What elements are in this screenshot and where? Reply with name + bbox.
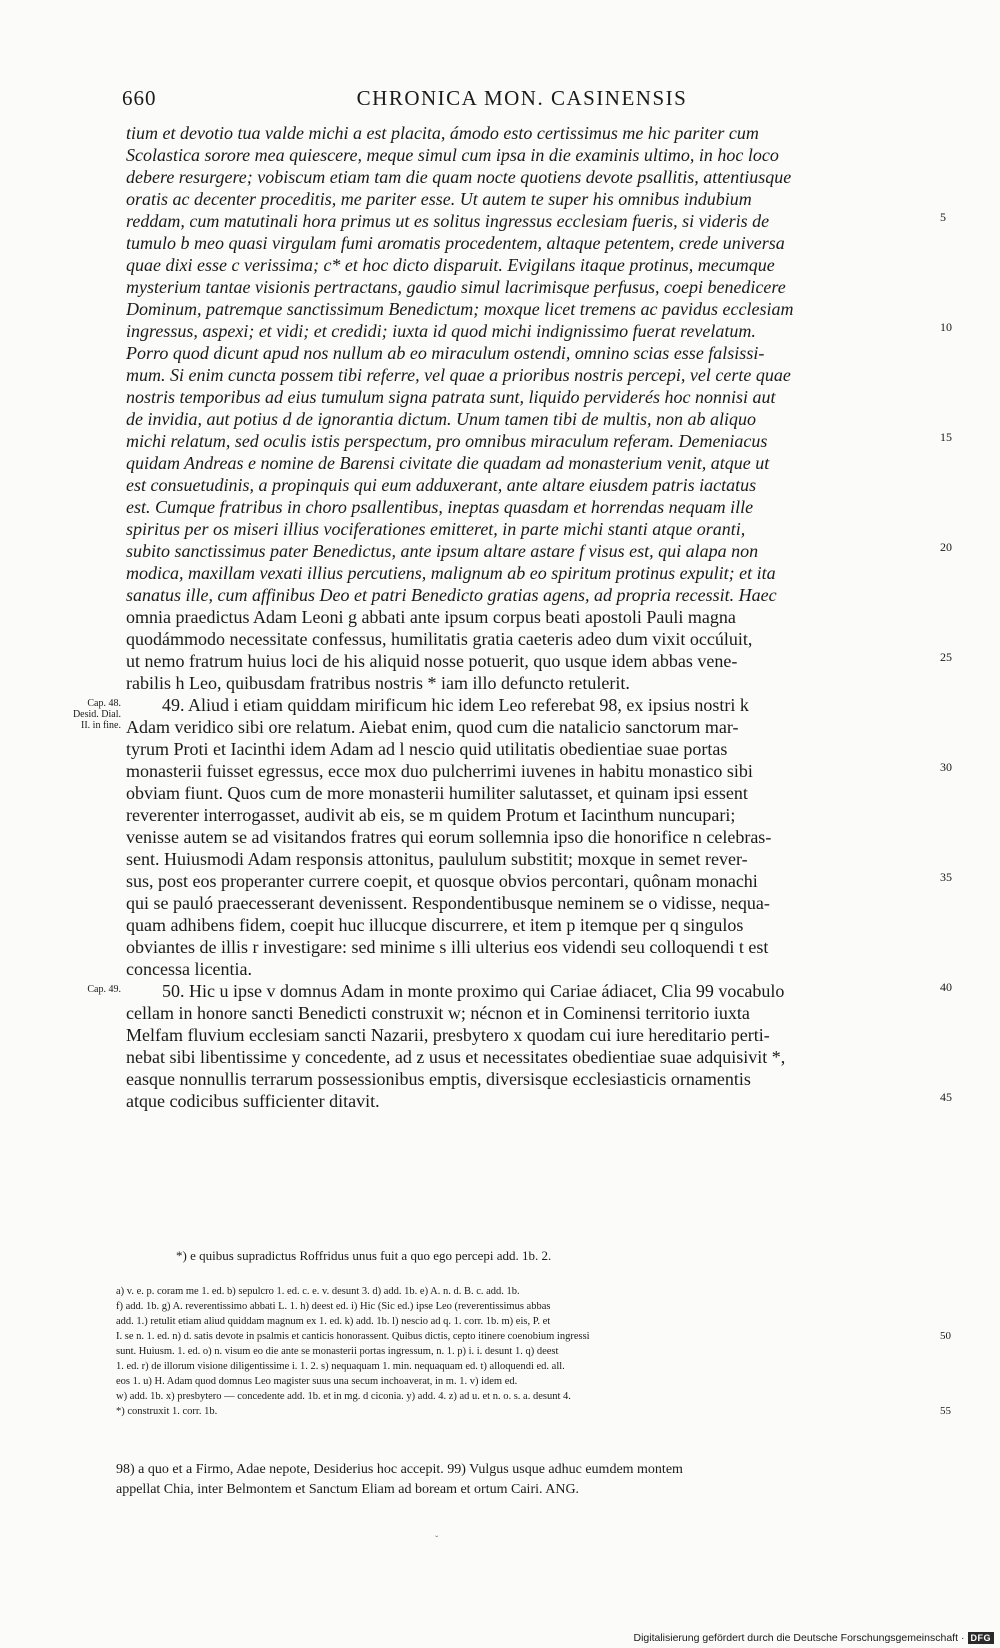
text-line: nostris temporibus ad eius tumulum signa patrata sunt, liquido perviderés hoc nonnisi aut: [126, 387, 776, 407]
text-line: nebat sibi libentissime y concedente, ad z usus et necessitates obedientiae suae adquisivit *,: [126, 1047, 786, 1067]
text-line: sus, post eos properanter currere coepit, et quosque obvios percontari, quônam monachi: [126, 871, 758, 891]
line-number: 40: [940, 980, 952, 994]
text-line: cellam in honore sancti Benedicti construxit w; nécnon et in Cominensi territorio iuxta: [126, 1003, 750, 1023]
apparatus-line: add. 1.) retulit etiam aliud quiddam magnum ex 1. ed. k) add. 1b. l) nescio ad q. 1. corr. 1b. m) eis, P. et: [116, 1316, 551, 1327]
line-number: 35: [940, 870, 952, 884]
text-line: tyrum Proti et Iacinthi idem Adam ad l nescio quid utilitatis obedientiae suae portas: [126, 739, 728, 759]
apparatus-line-number: 50: [940, 1330, 951, 1342]
commentary-line: appellat Chia, inter Belmontem et Sanctum Eliam ad boream et ortum Cairi. ANG.: [116, 1482, 580, 1497]
text-line: mysterium tantae visionis pertractans, gaudio simul lacrimisque perfusus, coepi benedicere: [126, 277, 786, 297]
text-line: qui se pauló praecesserant devenissent. Respondentibusque neminem se o vidisse, nequa-: [126, 893, 770, 913]
line-number: 45: [940, 1090, 952, 1104]
text-line: Dominum, patremque sanctissimum Benedictum; moxque licet tremens ac pavidus ecclesiam: [126, 299, 794, 319]
text-line: ut nemo fratrum huius loci de his aliquid nosse potuerit, quo usque idem abbas vene-: [126, 651, 738, 671]
dfg-logo: DFG: [968, 1632, 995, 1644]
text-line: oratis ac decenter proceditis, me pariter esse. Ut autem te super his omnibus indubium: [126, 189, 752, 209]
text-line: reddam, cum matutinali hora primus ut es solitus ingressus ecclesiam fueris, si videris de: [126, 211, 770, 231]
digitization-footer: [633, 1632, 994, 1644]
text-line: est. Cumque fratribus in choro psallentibus, ineptas quasdam et horrendas nequam ille: [126, 497, 754, 517]
apparatus-line: 1. ed. r) de illorum visione diligentissime i. 1. 2. s) nequaquam 1. min. nequaquam ed. t) alloquendi ed. all.: [116, 1361, 565, 1372]
line-number: 15: [940, 430, 952, 444]
main-text-body: [126, 122, 926, 1112]
text-line: obviam fiunt. Quos cum de more monasterii humiliter salutasset, et quinam ipsi essent: [126, 783, 748, 803]
apparatus-line: *) construxit 1. corr. 1b.: [116, 1406, 218, 1417]
text-line: sanatus ille, cum affinibus Deo et patri Benedicto gratias agens, ad propria recessit. Haec: [126, 585, 777, 605]
page-header: [122, 86, 922, 114]
text-line: monasterii fuisset egressus, ecce mox duo pulcherrimi iuvenes in habitu monastico sibi: [126, 761, 753, 781]
text-line: debere resurgere; vobiscum etiam tam die quam nocte quotiens devote psallitis, attentiusque: [126, 167, 792, 187]
margin-note-line: Cap. 49.: [87, 984, 121, 995]
critical-apparatus: [116, 1284, 938, 1419]
apparatus-line: eos 1. u) H. Adam quod domnus Leo magister suus una secum inchoaverat, in m. 1. v) idem ed.: [116, 1376, 518, 1387]
footer-separator: ·: [961, 1632, 965, 1644]
text-line: quam adhibens fidem, coepit huc illucque discurrere, et item p itemque per q singulos: [126, 915, 744, 935]
line-number: 5: [940, 210, 946, 224]
line-number: 10: [940, 320, 952, 334]
line-number: 30: [940, 760, 952, 774]
margin-note-line: Cap. 48.: [87, 698, 121, 709]
apparatus-line: f) add. 1b. g) A. reverentissimo abbati L. 1. h) deest ed. i) Hic (Sic ed.) ipse Leo (reverentissimus abbas: [116, 1301, 551, 1312]
text-line: modica, maxillam vexati illius percutiens, malignum ab eo spiritum protinus expulit; et ita: [126, 563, 776, 583]
text-line: tumulo b meo quasi virgulam fumi aromatis procedentem, altaque petentem, crede universa: [126, 233, 785, 253]
margin-note-line: II. in fine.: [81, 720, 121, 731]
apparatus-line: I. se n. 1. ed. n) d. satis devote in psalmis et canticis honorassent. Quibus dictis, cepto itinere coenobium ingressi: [116, 1331, 590, 1342]
text-line: ingressus, aspexi; et vidi; et credidi; iuxta id quod michi indignissimo fuerat revelatum.: [126, 321, 756, 341]
line-number: 20: [940, 540, 952, 554]
chapter-margin-note: [26, 984, 121, 995]
text-line: Melfam fluvium ecclesiam sancti Nazarii, presbytero x quodam cui iure hereditario perti-: [126, 1025, 770, 1045]
text-line: subito sanctissimus pater Benedictus, ante ipsum altare astare f visus est, qui alapa non: [126, 541, 759, 561]
printer-mark: ˇ: [435, 1535, 439, 1546]
text-line: quidam Andreas e nomine de Barensi civitate die quadam ad monasterium venit, atque ut: [126, 453, 770, 473]
text-line: michi relatum, sed oculis istis perspectum, pro omnibus miraculum referam. Demeniacus: [126, 431, 768, 451]
chapter-margin-note: [26, 698, 121, 731]
page-number: 660: [122, 86, 157, 110]
text-line: quodámmodo necessitate confessus, humilitatis gratia caeteris adeo dum vixit occúluit,: [126, 629, 753, 649]
text-line: rabilis h Leo, quibusdam fratribus nostris * iam illo defuncto retulerit.: [126, 673, 630, 693]
line-number: 25: [940, 650, 952, 664]
text-line: tium et devotio tua valde michi a est placita, ámodo esto certissimus me hic pariter cum: [126, 123, 759, 143]
text-line: de invidia, aut potius d de ignorantia dictum. Unum tamen tibi de multis, non ab aliquo: [126, 409, 756, 429]
text-line: Porro quod dicunt apud nos nullum ab eo miraculum ostendi, omnino scias esse falsissi-: [126, 343, 765, 363]
text-line: mum. Si enim cuncta possem tibi referre, vel quae a prioribus nostris percepi, vel certe quae: [126, 365, 791, 385]
commentary-notes: [116, 1460, 938, 1500]
running-title: CHRONICA MON. CASINENSIS: [356, 86, 688, 110]
text-line: 50. Hic u ipse v domnus Adam in monte proximo qui Cariae ádiacet, Clia 99 vocabulo: [162, 981, 785, 1001]
text-line: easque nonnullis terrarum possessionibus emptis, diversisque ecclesiasticis ornamentis: [126, 1069, 751, 1089]
text-line: obviantes de illis r investigare: sed minime s illi ulterius eos videndi seu colloquendi t est: [126, 937, 769, 957]
apparatus-line-number: 55: [940, 1405, 951, 1417]
text-line: est consuetudinis, a propinquis qui eum adduxerant, ante altare eiusdem patris iactatus: [126, 475, 757, 495]
text-line: Scolastica sorore mea quiescere, meque simul cum ipsa in die examinis ultimo, in hoc loco: [126, 145, 779, 165]
footer-text: Digitalisierung gefördert durch die Deutsche Forschungsgemeinschaft: [633, 1632, 958, 1644]
commentary-line: 98) a quo et a Firmo, Adae nepote, Desiderius hoc accepit. 99) Vulgus usque adhuc eumdem montem: [116, 1462, 683, 1477]
text-line: omnia praedictus Adam Leoni g abbati ante ipsum corpus beati apostoli Pauli magna: [126, 607, 736, 627]
apparatus-line: a) v. e. p. coram me 1. ed. b) sepulcro 1. ed. c. e. v. desunt 3. d) add. 1b. e) A. n. d. B. c. add. 1b.: [116, 1286, 520, 1297]
text-line: atque codicibus sufficienter ditavit.: [126, 1091, 380, 1111]
apparatus-line: w) add. 1b. x) presbytero — concedente add. 1b. et in mg. d ciconia. y) add. 4. z) ad u. et n. o. s. a. desunt 4.: [116, 1391, 571, 1402]
text-line: venisse autem se ad visitandos fratres qui eorum sollemnia ipso die honorifice n celebras-: [126, 827, 772, 847]
text-line: concessa licentia.: [126, 959, 252, 979]
text-line: spiritus per os miseri illius vociferationes emitteret, in parte michi stanti atque oranti,: [126, 519, 746, 539]
text-line: reverenter interrogasset, audivit ab eis, se m quidem Protum et Iacinthum nuncupari;: [126, 805, 736, 825]
margin-note-line: Desid. Dial.: [72, 709, 121, 720]
asterisk-footnote: *) e quibus supradictus Roffridus unus fuit a quo ego percepi add. 1b. 2.: [176, 1248, 552, 1263]
text-line: 49. Aliud i etiam quiddam mirificum hic idem Leo referebat 98, ex ipsius nostri k: [162, 695, 749, 715]
text-line: Adam veridico sibi ore relatum. Aiebat enim, quod cum die natalicio sanctorum mar-: [126, 717, 739, 737]
text-line: quae dixi esse c verissima; c* et hoc dicto disparuit. Evigilans itaque protinus, mecumque: [126, 255, 775, 275]
apparatus-line: sunt. Huiusm. 1. ed. o) n. visum eo die ante se monasterii portas ingressum, n. 1. p) i. i. desunt 1. q) deest: [116, 1346, 559, 1357]
text-line: sent. Huiusmodi Adam responsis attonitus, paululum substitit; moxque in semet rever-: [126, 849, 748, 869]
